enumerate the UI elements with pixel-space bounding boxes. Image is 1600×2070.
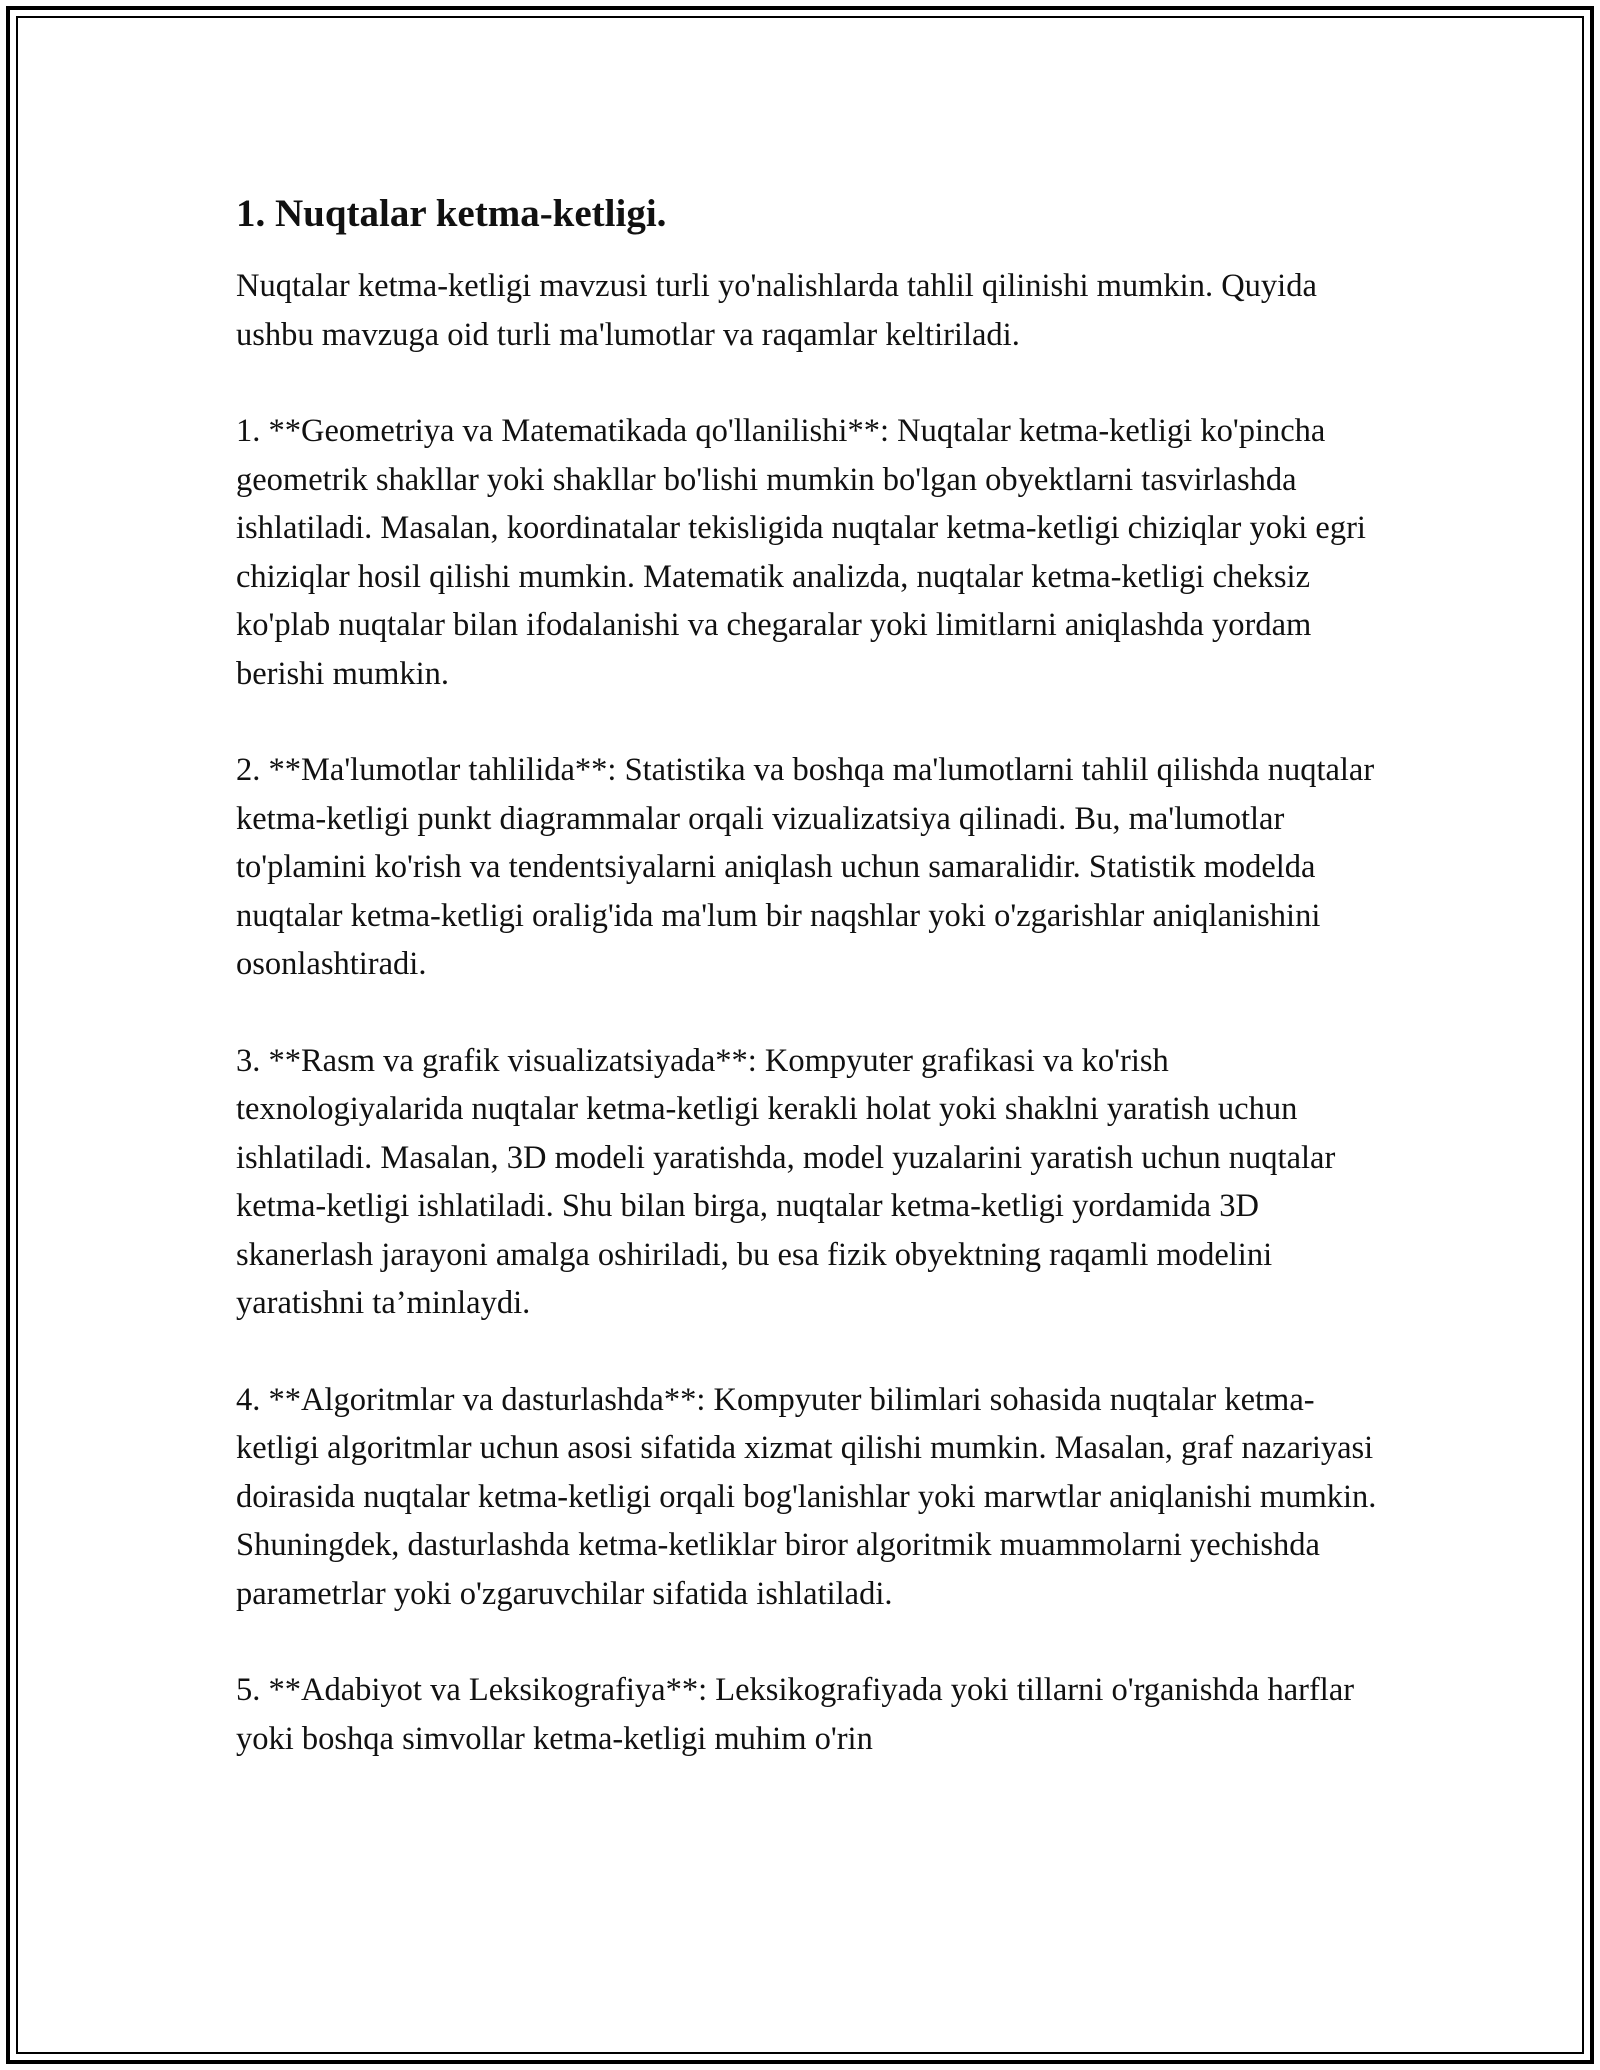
list-item-data-analysis: 2. **Ma'lumotlar tahlilida**: Statistika va boshqa ma'lumotlarni tahlil qilishda nuqtalar ketma-ketligi punkt diagrammalar orqali vizualizatsiya qilinadi. Bu, ma'lumotlar to'plamini ko'rish va tendentsiyalarni aniqlash uchun samaralidir. Statistik modelda nuqtalar ketma-ketligi oralig'ida ma'lum bir naqshlar yoki o'zgarishlar aniqlanishini osonlashtiradi. (236, 752, 1375, 982)
list-item-algorithms: 4. **Algoritmlar va dasturlashda**: Kompyuter bilimlari sohasida nuqtalar ketma-ketligi algoritmlar uchun asosi sifatida xizmat qilishi mumkin. Masalan, graf nazariyasi doirasida nuqtalar ketma-ketligi orqali bog'lanishlar yoki marwtlar aniqlanishi mumkin. Shuningdek, dasturlashda ketma-ketliklar biror algoritmik muammolarni yechishda parametrlar yoki o'zgaruvchilar sifatida ishlatiladi. (236, 1381, 1377, 1612)
section-heading: 1. Nuqtalar ketma-ketligi. (236, 192, 667, 235)
list-item-geometry: 1. **Geometriya va Matematikada qo'llanilishi**: Nuqtalar ketma-ketligi ko'pincha geometrik shakllar yoki shakllar bo'lishi mumkin bo'lgan obyektlarni tasvirlashda ishlatiladi. Masalan, koordinatalar tekisligida nuqtalar ketma-ketligi chiziqlar yoki egri chiziqlar hosil qilishi mumkin. Matematik analizda, nuqtalar ketma-ketligi cheksiz ko'plab nuqtalar bilan ifodalanishi va chegaralar yoki limitlarni aniqlashda yordam berishi mumkin. (236, 413, 1366, 692)
document-body (236, 190, 1386, 1763)
list-item-literature: 5. **Adabiyot va Leksikografiya**: Leksikografiyada yoki tillarni o'rganishda harflar yoki boshqa simvollar ketma-ketligi muhim o'rin (236, 1672, 1355, 1757)
list-item-graphics: 3. **Rasm va grafik visualizatsiyada**: Kompyuter grafikasi va ko'rish texnologiyalarida nuqtalar ketma-ketligi kerakli holat yoki shaklni yaratish uchun ishlatiladi. Masalan, 3D modeli yaratishda, model yuzalarini yaratish uchun nuqtalar ketma-ketligi ishlatiladi. Shu bilan birga, nuqtalar ketma-ketligi yordamida 3D skanerlash jarayoni amalga oshiriladi, bu esa fizik obyektning raqamli modelini yaratishni ta’minlaydi. (236, 1042, 1336, 1321)
intro-paragraph: Nuqtalar ketma-ketligi mavzusi turli yo'nalishlarda tahlil qilinishi mumkin. Quyida ushbu mavzuga oid turli ma'lumotlar va raqamlar keltiriladi. (236, 268, 1317, 353)
